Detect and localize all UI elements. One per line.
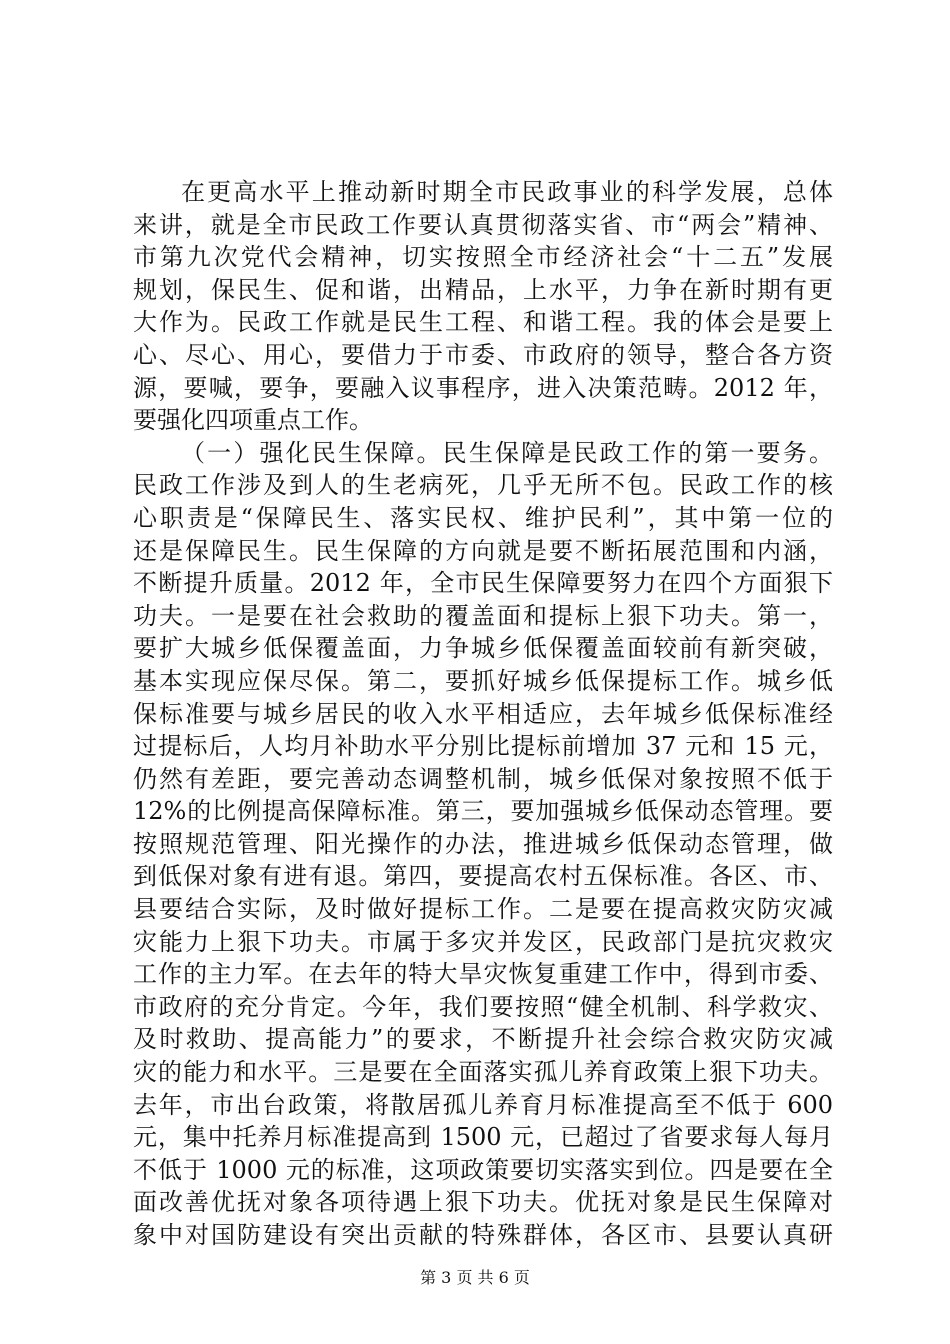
text-line-3: 市第九次党代会精神，切实按照全市经济社会“十二五”发展	[133, 243, 833, 272]
text-line-18: 过提标后，人均月补助水平分别比提标前增加 37 元和 15 元，	[133, 732, 833, 761]
text-line-6: 心、尽心、用心，要借力于市委、市政府的领导，整合各方资	[133, 340, 833, 369]
text-line-12: 还是保障民生。民生保障的方向就是要不断拓展范围和内涵，	[133, 536, 833, 565]
text-line-19: 仍然有差距，要完善动态调整机制，城乡低保对象按照不低于	[133, 764, 833, 793]
text-line-32: 面改善优抚对象各项待遇上狠下功夫。优抚对象是民生保障对	[133, 1188, 833, 1217]
text-line-22: 到低保对象有进有退。第四，要提高农村五保标准。各区、市、	[133, 862, 833, 891]
text-line-27: 及时救助、提高能力”的要求，不断提升社会综合救灾防灾减	[133, 1025, 833, 1054]
text-line-23: 县要结合实际，及时做好提标工作。二是要在提高救灾防灾减	[133, 895, 833, 924]
text-line-15: 要扩大城乡低保覆盖面，力争城乡低保覆盖面较前有新突破，	[133, 634, 833, 663]
text-line-13: 不断提升质量。2012 年，全市民生保障要努力在四个方面狠下	[133, 569, 833, 598]
text-line-16: 基本实现应保尽保。第二，要抓好城乡低保提标工作。城乡低	[133, 666, 833, 695]
text-line-5: 大作为。民政工作就是民生工程、和谐工程。我的体会是要上	[133, 308, 833, 337]
text-line-4: 规划，保民生、促和谐，出精品，上水平，力争在新时期有更	[133, 275, 833, 304]
text-line-9: （一）强化民生保障。民生保障是民政工作的第一要务。	[181, 438, 833, 467]
text-line-31: 不低于 1000 元的标准，这项政策要切实落实到位。四是要在全	[133, 1155, 833, 1184]
text-line-10: 民政工作涉及到人的生老病死，几乎无所不包。民政工作的核	[133, 471, 833, 500]
text-line-30: 元，集中托养月标准提高到 1500 元，已超过了省要求每人每月	[133, 1123, 833, 1152]
text-line-26: 市政府的充分肯定。今年，我们要按照“健全机制、科学救灾、	[133, 992, 833, 1021]
text-line-20: 12%的比例提高保障标准。第三，要加强城乡低保动态管理。要	[133, 797, 833, 826]
text-line-8: 要强化四项重点工作。	[133, 406, 373, 435]
text-line-7: 源，要喊，要争，要融入议事程序，进入决策范畴。2012 年，	[133, 373, 833, 402]
text-line-1: 在更高水平上推动新时期全市民政事业的科学发展，总体	[181, 178, 833, 206]
text-line-21: 按照规范管理、阳光操作的办法，推进城乡低保动态管理，做	[133, 829, 833, 858]
page-number-footer: 第 3 页 共 6 页	[420, 1268, 530, 1287]
text-line-14: 功夫。一是要在社会救助的覆盖面和提标上狠下功夫。第一，	[133, 601, 833, 630]
text-line-28: 灾的能力和水平。三是要在全面落实孤儿养育政策上狠下功夫。	[133, 1058, 833, 1087]
text-line-33: 象中对国防建设有突出贡献的特殊群体，各区市、县要认真研	[133, 1221, 833, 1249]
text-line-11: 心职责是“保障民生、落实民权、维护民利”，其中第一位的	[133, 503, 833, 532]
text-line-17: 保标准要与城乡居民的收入水平相适应，去年城乡低保标准经	[133, 699, 833, 728]
text-line-29: 去年，市出台政策，将散居孤儿养育月标准提高至不低于 600	[133, 1090, 833, 1119]
text-line-25: 工作的主力军。在去年的特大旱灾恢复重建工作中，得到市委、	[133, 960, 833, 989]
text-line-24: 灾能力上狠下功夫。市属于多灾并发区，民政部门是抗灾救灾	[133, 927, 833, 956]
body-text	[133, 176, 833, 1252]
text-line-2: 来讲，就是全市民政工作要认真贯彻落实省、市“两会”精神、	[133, 210, 833, 239]
